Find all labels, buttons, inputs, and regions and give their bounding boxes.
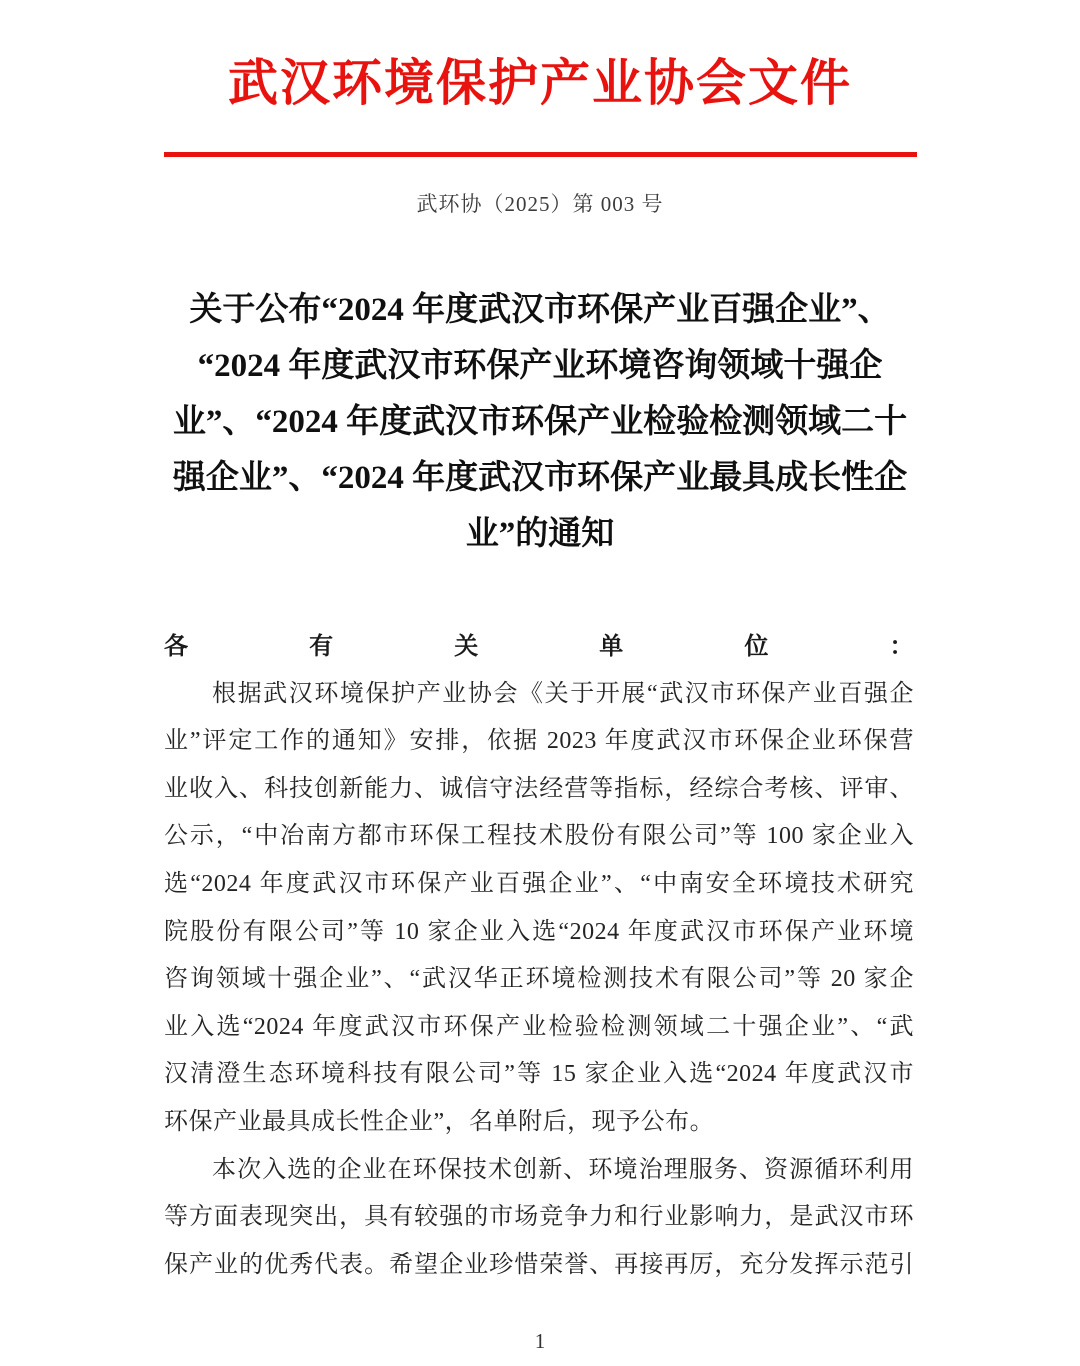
- salutation: 各有关单位：: [164, 633, 914, 660]
- notice-title-line: 业”的通知: [465, 516, 615, 552]
- notice-title-line: 关于公布“2024 年度武汉市环保产业百强企业”、: [189, 292, 891, 328]
- notice-title-line: 强企业”、“2024 年度武汉市环保产业最具成长性企: [172, 460, 908, 496]
- body-line: 咨询领域十强企业”、“武汉华正环境检测技术有限公司”等 20 家企: [164, 966, 914, 993]
- body-line: 等方面表现突出，具有较强的市场竞争力和行业影响力，是武汉市环: [164, 1204, 914, 1231]
- body-line: 业收入、科技创新能力、诚信守法经营等指标，经综合考核、评审、: [164, 775, 914, 802]
- body-line: 选“2024 年度武汉市环保产业百强企业”、“中南安全环境技术研究: [164, 870, 914, 897]
- paragraph-1: [164, 671, 914, 1147]
- letterhead-title: 武汉环境保护产业协会文件: [228, 55, 852, 111]
- notice-title-line: 业”、“2024 年度武汉市环保产业检验检测领域二十: [172, 404, 908, 440]
- document-body: [164, 623, 914, 1289]
- body-line: 业”评定工作的通知》安排，依据 2023 年度武汉市环保企业环保营: [164, 728, 914, 755]
- body-line: 环保产业最具成长性企业”，名单附后，现予公布。: [164, 1108, 715, 1135]
- body-line: 本次入选的企业在环保技术创新、环境治理服务、资源循环利用: [212, 1156, 914, 1183]
- body-line: 院股份有限公司”等 10 家企业入选“2024 年度武汉市环保产业环境: [164, 918, 914, 945]
- body-line: 根据武汉环境保护产业协会《关于开展“武汉市环保产业百强企: [212, 680, 914, 707]
- document-number: 武环协（2025）第 003 号: [416, 192, 664, 216]
- body-line: 汉清澄生态环境科技有限公司”等 15 家企业入选“2024 年度武汉市: [164, 1061, 914, 1088]
- notice-title-line: “2024 年度武汉市环保产业环境咨询领域十强企: [197, 348, 883, 384]
- body-line: 业入选“2024 年度武汉市环保产业检验检测领域二十强企业”、“武: [164, 1013, 914, 1040]
- body-line: 保产业的优秀代表。希望企业珍惜荣誉、再接再厉，充分发挥示范引: [164, 1251, 914, 1278]
- notice-title: [140, 282, 940, 562]
- page-number: 1: [534, 1329, 546, 1353]
- red-divider-line: [164, 152, 917, 157]
- paragraph-2: [164, 1147, 914, 1290]
- body-line: 公示，“中冶南方都市环保工程技术股份有限公司”等 100 家企业入: [164, 823, 914, 850]
